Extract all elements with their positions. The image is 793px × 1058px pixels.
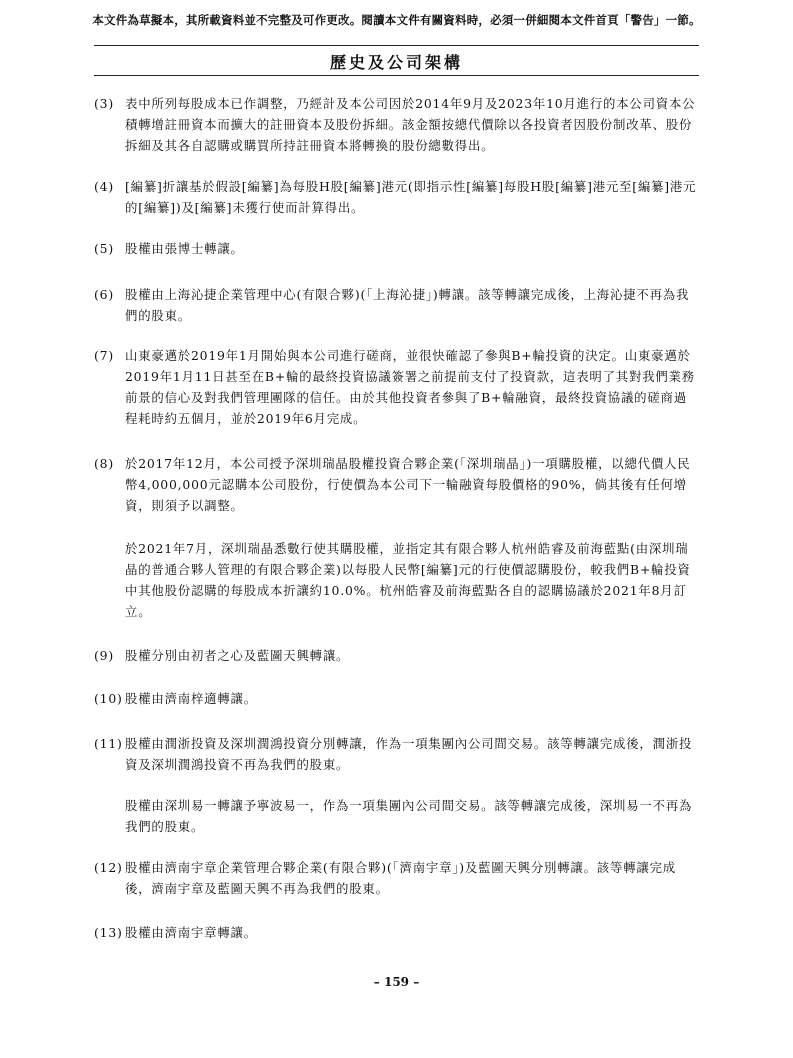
- note-number: (4): [94, 179, 114, 194]
- note-11: [94, 733, 700, 775]
- header-rule-bottom: [94, 75, 699, 76]
- note-5: [94, 238, 700, 259]
- note-number: (10): [94, 691, 123, 706]
- note-text: 股權由濟南宇章企業管理合夥企業(有限合夥)(「濟南宇章」)及藍圖天興分別轉讓。該等轉讓完成後，濟南宇章及藍圖天興不再為我們的股東。: [125, 860, 676, 896]
- note-text: 股權由濟南梓適轉讓。: [125, 691, 257, 706]
- note-text: 股權由上海沁捷企業管理中心(有限合夥)(「上海沁捷」)轉讓。該等轉讓完成後，上海沁捷不再為我們的股東。: [125, 287, 690, 323]
- note-3: [94, 93, 700, 156]
- note-13: [94, 922, 700, 943]
- note-number: (7): [94, 348, 114, 363]
- note-text: 股權分別由初者之心及藍圖天興轉讓。: [125, 648, 350, 663]
- note-10: [94, 688, 700, 709]
- note-text: 股權由潤浙投資及深圳潤鴻投資分別轉讓，作為一項集團內公司間交易。該等轉讓完成後，潤浙投資及深圳潤鴻投資不再為我們的股東。: [125, 736, 693, 772]
- note-number: (13): [94, 925, 123, 940]
- note-7: [94, 345, 700, 429]
- draft-warning: 本文件為草擬本，其所載資料並不完整及可作更改。閱讀本文件有關資料時，必須一併細閱本文件首頁「警告」一節。: [92, 13, 701, 27]
- page-number: – 159 –: [373, 975, 420, 989]
- note-number: (8): [94, 456, 114, 471]
- note-number: (12): [94, 860, 123, 875]
- note-text: 股權由濟南宇章轉讓。: [125, 925, 257, 940]
- note-12: [94, 857, 700, 899]
- note-8: [94, 453, 700, 516]
- note-8-continuation: 於2021年7月，深圳瑞晶悉數行使其購股權，並指定其有限合夥人杭州皓睿及前海藍點(由深圳瑞晶的普通合夥人管理的有限合夥企業)以每股人民幣[編纂]元的行使價認購股份，較我們B+輪投資中其他股份認購的每股成本折讓約10.0%。杭州皓睿及前海藍點各自的認購協議於2021年8月訂立。: [125, 541, 691, 619]
- page-title: 歷史及公司架構: [329, 53, 463, 72]
- note-text: 山東豪邁於2019年1月開始與本公司進行磋商，並很快確認了參與B+輪投資的決定。山東豪邁於2019年1月11日甚至在B+輪的最終投資協議簽署之前提前支付了投資款，這表明了其對我們業務前景的信心及對我們管理團隊的信任。由於其他投資者參與了B+輪融資，最終投資協議的磋商過程耗時約五個月，並於2019年6月完成。: [125, 348, 695, 426]
- note-9: [94, 645, 700, 666]
- note-number: (5): [94, 241, 114, 256]
- note-6: [94, 284, 700, 326]
- note-text: [編纂]折讓基於假設[編纂]為每股H股[編纂]港元(即指示性[編纂]每股H股[編纂]港元至[編纂]港元的[編纂])及[編纂]未獲行使而計算得出。: [125, 179, 697, 215]
- note-text: 表中所列每股成本已作調整，乃經計及本公司因於2014年9月及2023年10月進行的本公司資本公積轉增註冊資本而擴大的註冊資本及股份拆細。該金額按總代價除以各投資者因股份制改革、股份拆細及其各自認購或購買所持註冊資本將轉換的股份總數得出。: [125, 96, 696, 153]
- note-number: (11): [94, 736, 123, 751]
- note-11-continuation: 股權由深圳易一轉讓予寧波易一，作為一項集團內公司間交易。該等轉讓完成後，深圳易一不再為我們的股東。: [125, 798, 693, 834]
- header-rule-top: [94, 45, 699, 46]
- note-number: (9): [94, 648, 114, 663]
- note-text: 股權由張博士轉讓。: [125, 241, 244, 256]
- note-number: (3): [94, 96, 114, 111]
- note-4: [94, 176, 700, 218]
- note-text: 於2017年12月，本公司授予深圳瑞晶股權投資合夥企業(「深圳瑞晶」)一項購股權，以總代價人民幣4,000,000元認購本公司股份，行使價為本公司下一輪融資每股價格的90%，倘其後有任何增資，則須予以調整。: [125, 456, 691, 513]
- note-number: (6): [94, 287, 114, 302]
